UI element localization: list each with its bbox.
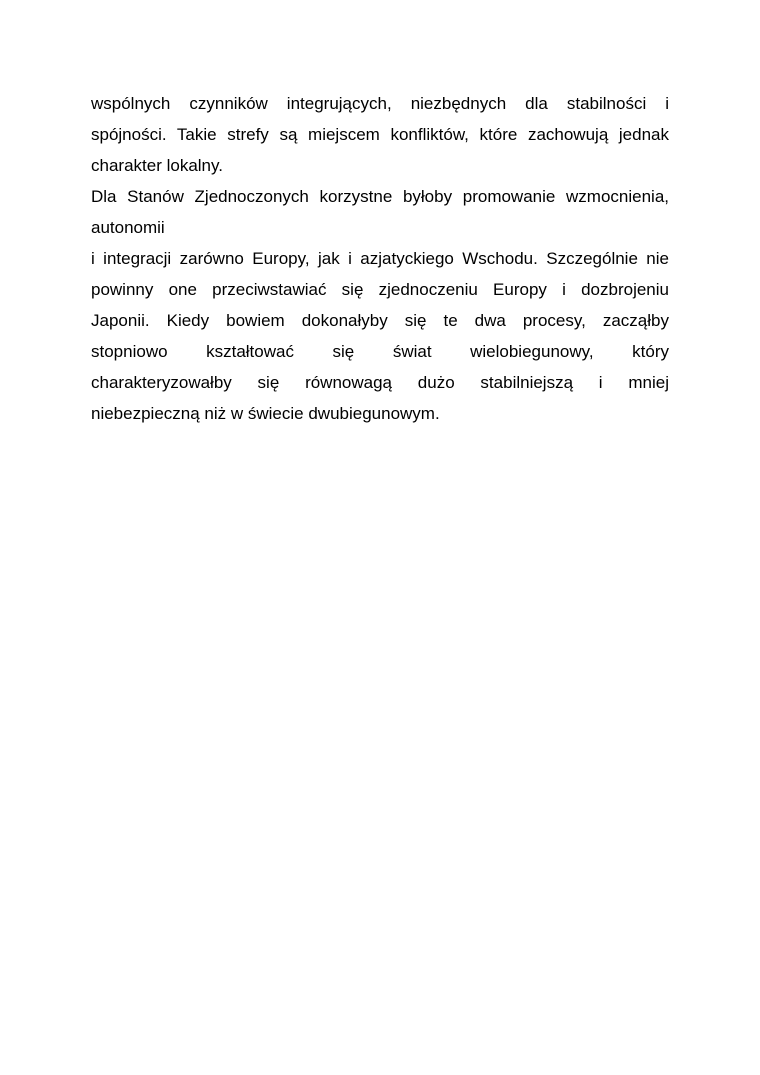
paragraph-1 — [91, 88, 669, 181]
text-line: Japonii. Kiedy bowiem dokonałyby się te dwa procesy, zacząłby — [91, 311, 669, 330]
text-line: niebezpieczną niż w świecie dwubiegunowym. — [91, 404, 440, 423]
text-line: Dla Stanów Zjednoczonych korzystne byłoby promowanie wzmocnienia, — [91, 187, 669, 206]
paragraph-3 — [91, 243, 669, 429]
document-body — [91, 88, 669, 429]
text-line: charakteryzowałby się równowagą dużo stabilniejszą i mniej — [91, 373, 669, 392]
text-line: charakter lokalny. — [91, 156, 223, 175]
text-line: i integracji zarówno Europy, jak i azjatyckiego Wschodu. Szczególnie nie — [91, 249, 669, 268]
text-line: spójności. Takie strefy są miejscem konfliktów, które zachowują jednak — [91, 125, 669, 144]
text-line: wspólnych czynników integrujących, niezbędnych dla stabilności i — [91, 94, 669, 113]
text-line: stopniowo kształtować się świat wielobiegunowy, który — [91, 342, 669, 361]
text-line: powinny one przeciwstawiać się zjednoczeniu Europy i dozbrojeniu — [91, 280, 669, 299]
paragraph-2 — [91, 181, 669, 243]
text-line: autonomii — [91, 218, 165, 237]
